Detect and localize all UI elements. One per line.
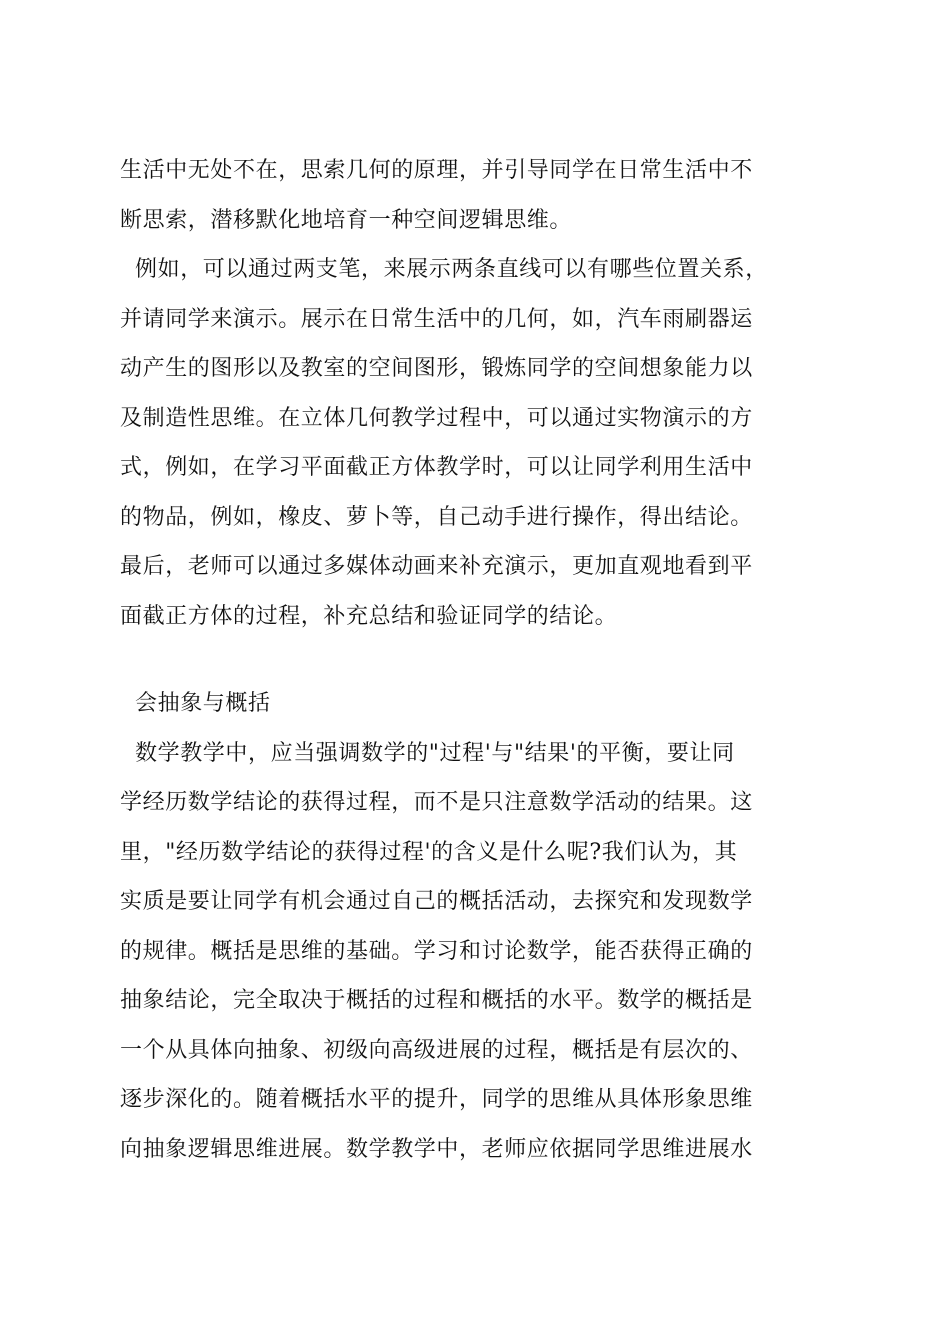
text-line: 例如，可以通过两支笔，来展示两条直线可以有哪些位置关系，: [135, 257, 768, 282]
paragraph-gap: [120, 641, 840, 679]
paragraph-3: [120, 729, 840, 1175]
text-line: 向抽象逻辑思维进展。数学教学中，老师应依据同学思维进展水: [120, 1136, 753, 1162]
text-line: 面截正方体的过程，补充总结和验证同学的结论。: [120, 603, 618, 629]
paragraph-2: [120, 245, 840, 641]
text-line: 断思索，潜移默化地培育一种空间逻辑思维。: [120, 207, 573, 233]
text-line: 里，"经历数学结论的获得过程'的含义是什么呢?我们认为，其: [120, 839, 738, 865]
text-line: 的物品，例如，橡皮、萝卜等，自己动手进行操作，得出结论。: [120, 504, 753, 530]
text-line: 逐步深化的。随着概括水平的提升，同学的思维从具体形象思维: [120, 1087, 753, 1112]
text-line: 数学教学中，应当强调数学的"过程'与"结果'的平衡，要让同: [135, 740, 735, 766]
document-page: [120, 146, 840, 1174]
text-line: 式，例如，在学习平面截正方体教学时，可以让同学利用生活中: [120, 455, 753, 480]
text-line: 并请同学来演示。展示在日常生活中的几何，如，汽车雨刷器运: [120, 306, 753, 332]
text-line: 实质是要让同学有机会通过自己的概括活动，去探究和发现数学: [120, 889, 753, 914]
text-line: 的规律。概括是思维的基础。学习和讨论数学，能否获得正确的: [120, 938, 753, 964]
text-line: 及制造性思维。在立体几何教学过程中，可以通过实物演示的方: [120, 405, 753, 431]
text-line: 一个从具体向抽象、初级向高级进展的过程，概括是有层次的、: [120, 1037, 753, 1063]
text-line: 生活中无处不在，思索几何的原理，并引导同学在日常生活中不: [120, 158, 753, 183]
text-line: 动产生的图形以及教室的空间图形，锻炼同学的空间想象能力以: [120, 356, 753, 381]
text-line: 学经历数学结论的获得过程，而不是只注意数学活动的结果。这: [120, 790, 753, 815]
text-line: 抽象结论，完全取决于概括的过程和概括的水平。数学的概括是: [120, 988, 753, 1013]
text-line: 最后，老师可以通过多媒体动画来补充演示，更加直观地看到平: [120, 554, 753, 579]
section-heading: 会抽象与概括: [135, 691, 271, 716]
paragraph-1: [120, 146, 840, 245]
